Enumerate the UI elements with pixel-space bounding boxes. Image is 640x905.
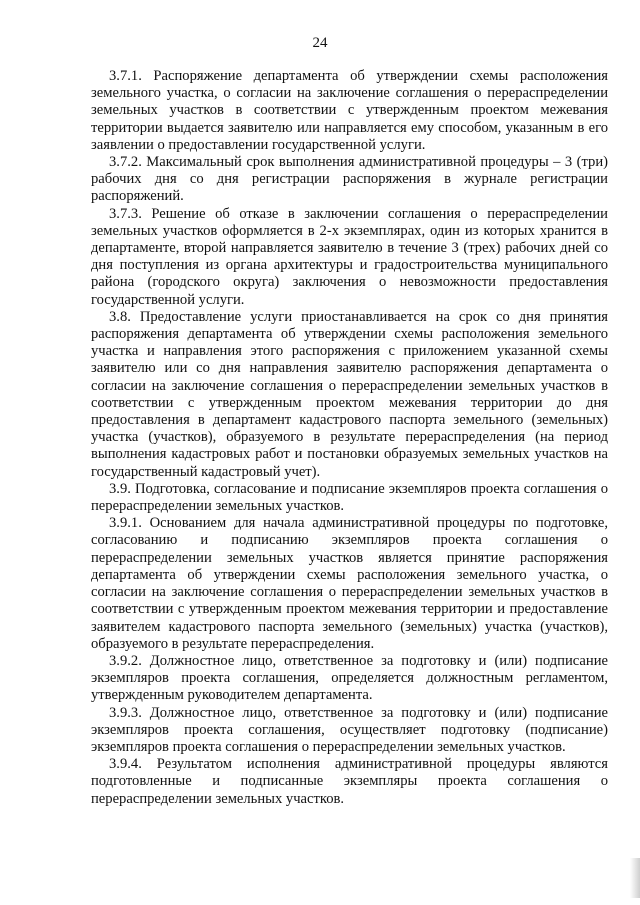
document-body: [91, 68, 608, 808]
paragraph-3-9-2: 3.9.2. Должностное лицо, ответственное за подготовку и (или) подписание экземпляров проекта соглашения, определяется должностным регламентом, утвержденным руководителем департамента.: [91, 652, 608, 704]
page-number: 24: [312, 35, 328, 51]
scan-edge-shadow: [630, 858, 640, 898]
paragraph-3-9-3: 3.9.3. Должностное лицо, ответственное за подготовку и (или) подписание экземпляров проекта соглашения, осуществляет подготовку (подписание) экземпляров проекта соглашения о перераспределении земельных участков.: [91, 704, 608, 755]
paragraph-3-8: 3.8. Предоставление услуги приостанавливается на срок со дня принятия распоряжения департамента об утверждении схемы расположения земельного участка и направления этого распоряжения с приложением указанной схемы заявителю или со дня направления заявителю распоряжения департамента о согласии на заключение соглашения о перераспределении земельных участков в соответствии с утвержденным проектом межевания территории до дня предоставления в департамент кадастрового паспорта земельного (земельных) участка (участков), образуемого в результате перераспределения (на период выполнения кадастровых работ и постановки образуемых земельных участков на государственный кадастровый учет).: [91, 308, 608, 480]
paragraph-3-7-3: 3.7.3. Решение об отказе в заключении соглашения о перераспределении земельных участков оформляется в 2-х экземплярах, один из которых хранится в департаменте, второй направляется заявителю в течение 3 (трех) рабочих дней со дня поступления из органа архитектуры и градостроительства муниципального района (городского округа) заключения о невозможности предоставления государственной услуги.: [91, 205, 608, 308]
paragraph-3-7-2: 3.7.2. Максимальный срок выполнения административной процедуры – 3 (три) рабочих дня со дня регистрации распоряжения в журнале регистрации распоряжений.: [91, 154, 608, 205]
paragraph-3-9-1: 3.9.1. Основанием для начала административной процедуры по подготовке, согласованию и подписанию экземпляров проекта соглашения о перераспределении земельных участков является принятие распоряжения департамента об утверждении схемы расположения земельного участка, о согласии на заключение соглашения о перераспределении земельных участков в соответствии с утвержденным проектом межевания территории и предоставление заявителем кадастрового паспорта земельного (земельных) участка (участков), образуемого в результате перераспределения.: [91, 515, 608, 652]
paragraph-3-7-1: 3.7.1. Распоряжение департамента об утверждении схемы расположения земельного участка, о согласии на заключение соглашения о перераспределении земельных участков в соответствии с утвержденным проектом межевания территории выдается заявителю или направляется ему способом, указанным в его заявлении о предоставлении государственной услуги.: [91, 68, 608, 153]
paragraph-3-9-4: 3.9.4. Результатом исполнения административной процедуры являются подготовленные и подписанные экземпляры проекта соглашения о перераспределении земельных участков.: [91, 756, 608, 807]
paragraph-3-9: 3.9. Подготовка, согласование и подписание экземпляров проекта соглашения о перераспределении земельных участков.: [91, 480, 608, 515]
